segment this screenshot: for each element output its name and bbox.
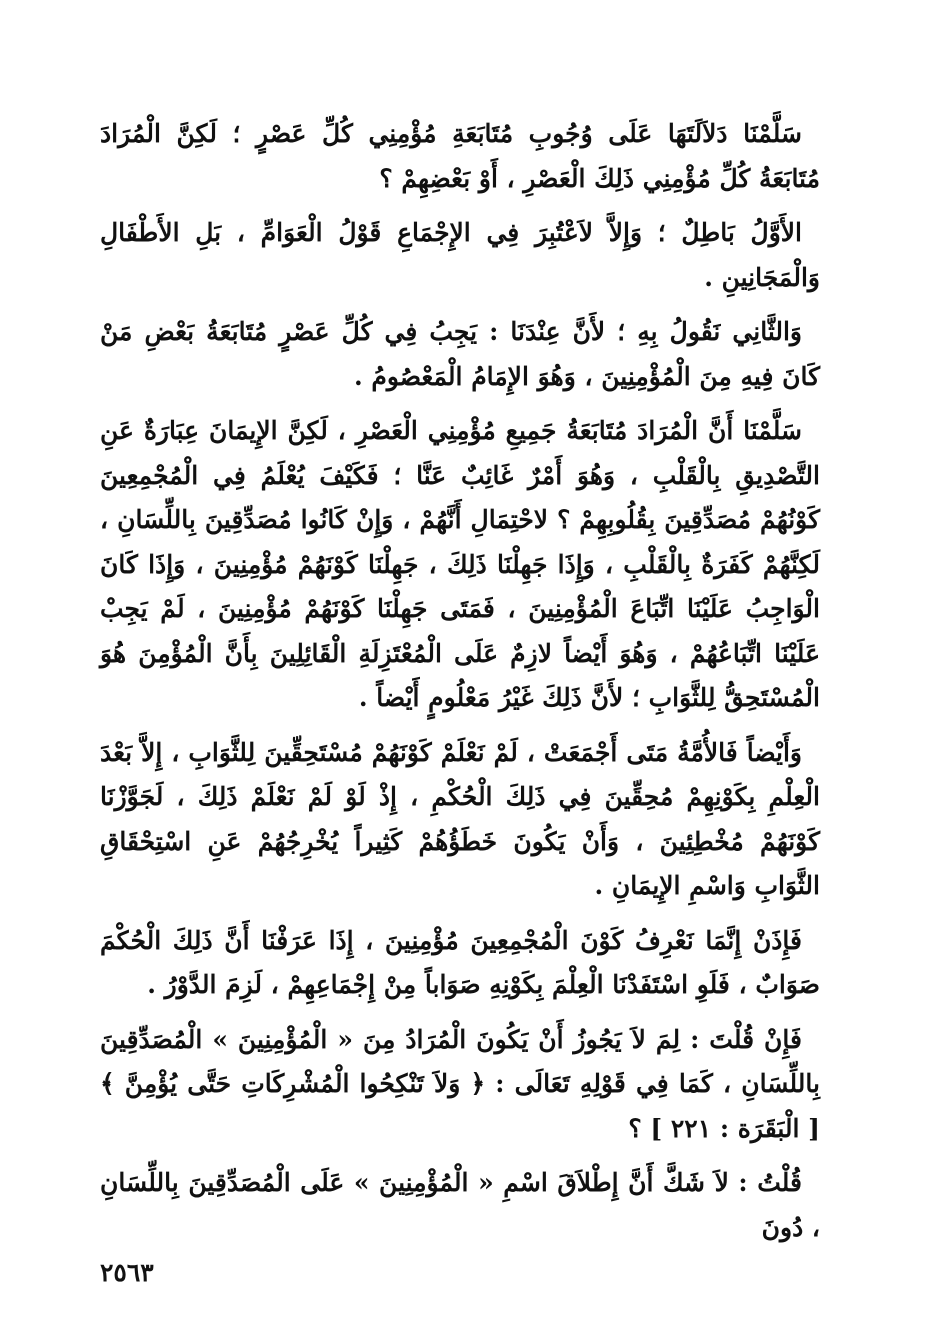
paragraph-4: سَلَّمْنَا أَنَّ الْمُرَادَ مُتَابَعَةُ جَمِيعِ مُؤْمِنِي الْعَصْرِ ، لَكِنَّ الإِيمَانَ عِبَارَةٌ عَنِ التَّصْدِيقِ بِالْقَلْبِ ، وَهُوَ أَمْرٌ غَائِبٌ عَنَّا ؛ فَكَيْفَ يُعْلَمُ فِي الْمُجْمِعِينَ كَوْنُهُمْ مُصَدِّقِينَ بِقُلُوبِهِمْ ؟ لاحْتِمَالِ أَنَّهُمْ ، وَإِنْ كَانُوا مُصَدِّقِينَ بِاللِّسَانِ ، لَكِنَّهُمْ كَفَرَةٌ بِالْقَلْبِ ، وَإِذَا جَهِلْنَا ذَلِكَ ، جَهِلْنَا كَوْنَهُمْ مُؤْمِنِينَ ، وَإِذَا كَانَ الْوَاجِبُ عَلَيْنَا اتِّبَاعَ الْمُؤْمِنِينَ ، فَمَتَى جَهِلْنَا كَوْنَهُمْ مُؤْمِنِينَ ، لَمْ يَجِبْ عَلَيْنَا اتِّبَاعُهُمْ ، وَهُوَ أَيْضاً لازِمٌ عَلَى الْمُعْتَزِلَةِ الْقَائِلِينَ بِأَنَّ الْمُؤْمِنَ هُوَ الْمُسْتَحِقُّ لِلثَّوَابِ ؛ لأَنَّ ذَلِكَ غَيْرُ مَعْلُومٍ أَيْضاً . — [100, 416, 820, 712]
paragraph-2: الأَوَّلُ بَاطِلٌ ؛ وَإِلاَّ لاَعْتُبِرَ فِي الإِجْمَاعِ قَوْلُ الْعَوَامِّ ، بَلِ الأَطْفَالِ وَالْمَجَانِينِ . — [100, 218, 820, 292]
paragraph-8: قُلْتُ : لاَ شَكَّ أَنَّ إِطْلاَقَ اسْمِ « الْمُؤْمِنِينَ » عَلَى الْمُصَدِّقِينَ بِاللِّسَانِ ، دُونَ — [100, 1168, 820, 1242]
paragraph-6: فَإِذَنْ إِنَّمَا نَعْرِفُ كَوْنَ الْمُجْمِعِينَ مُؤْمِنِينَ ، إِذَا عَرَفْنَا أَنَّ ذَلِكَ الْحُكْمَ صَوَابٌ ، فَلَوِ اسْتَفَدْنَا الْعِلْمَ بِكَوْنِهِ صَوَاباً مِنْ إِجْمَاعِهِمْ ، لَزِمَ الدَّوْرُ . — [100, 925, 820, 999]
paragraph-5: وَأَيْضاً فَالأُمَّةُ مَتَى أَجْمَعَتْ ، لَمْ نَعْلَمْ كَوْنَهُمْ مُسْتَحِقِّينَ لِلثَّوَابِ ، إِلاَّ بَعْدَ الْعِلْمِ بِكَوْنِهِمْ مُحِقِّينَ فِي ذَلِكَ الْحُكْمِ ، إِذْ لَوْ لَمْ نَعْلَمْ ذَلِكَ ، لَجَوَّزْنَا كَوْنَهُمْ مُخْطِئِينَ ، وَأَنْ يَكُونَ خَطَؤُهُمْ كَثِيراً يُخْرِجُهُمْ عَنِ اسْتِحْقَاقِ الثَّوَابِ وَاسْمِ الإِيمَانِ . — [100, 737, 820, 900]
paragraph-1: سَلَّمْنَا دَلاَلَتَهَا عَلَى وُجُوبِ مُتَابَعَةِ مُؤْمِنِي كُلِّ عَصْرٍ ؛ لَكِنَّ الْمُرَادَ مُتَابَعَةُ كُلِّ مُؤْمِنِي ذَلِكَ الْعَصْرِ ، أَوْ بَعْضِهِمْ ؟ — [100, 119, 820, 193]
page-number: ٢٥٦٣ — [100, 1258, 154, 1287]
body-text — [100, 112, 820, 1260]
paragraph-7: فَإِنْ قُلْتَ : لِمَ لاَ يَجُوزُ أَنْ يَكُونَ الْمُرَادُ مِنَ « الْمُؤْمِنِينَ » الْمُصَدِّقِينَ بِاللِّسَانِ ، كَمَا فِي قَوْلِهِ تَعَالَى : ﴿ وَلاَ تَنْكِحُوا الْمُشْرِكَاتِ حَتَّى يُؤْمِنَّ ﴾ [ الْبَقَرَة : ٢٢١ ] ؟ — [100, 1024, 820, 1143]
paragraph-3: وَالثَّانِي نَقُولُ بِهِ ؛ لأَنَّ عِنْدَنَا : يَجِبُ فِي كُلِّ عَصْرٍ مُتَابَعَةُ بَعْضِ مَنْ كَانَ فِيهِ مِنَ الْمُؤْمِنِينَ ، وَهُوَ الإِمَامُ الْمَعْصُومُ . — [100, 317, 820, 391]
